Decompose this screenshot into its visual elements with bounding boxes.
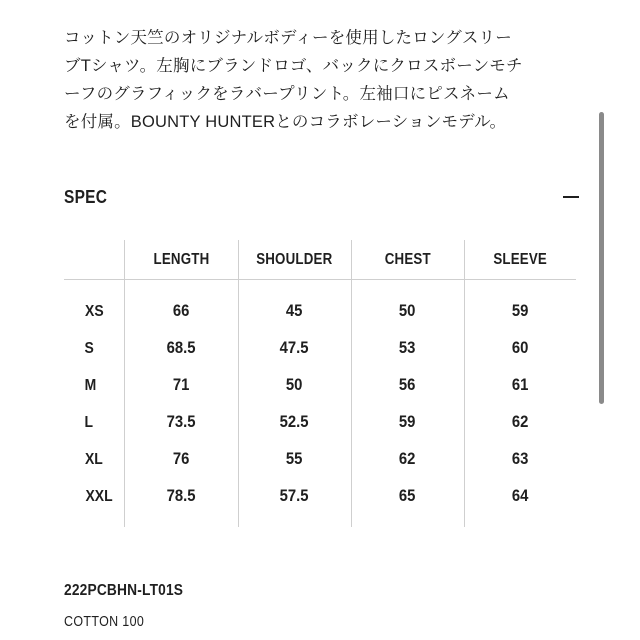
table-row <box>64 441 576 478</box>
column-header-length: LENGTH <box>124 240 238 280</box>
minus-icon[interactable] <box>563 196 579 198</box>
column-header-shoulder: SHOULDER <box>238 240 351 280</box>
product-description: コットン天竺のオリジナルボディーを使用したロングスリー ブTシャツ。左胸にブランドロゴ、バックにクロスボーンモチ ーフのグラフィックをラバープリント。左袖口にピスネーム を付属。BOUNTY HUNTERとのコラボレーションモデル。 <box>64 29 523 131</box>
chest-cell: 56 <box>351 367 464 404</box>
spec-section-header[interactable] <box>64 182 579 212</box>
size-label: L <box>84 413 93 431</box>
length-cell: 66 <box>124 280 238 331</box>
column-header-chest: CHEST <box>351 240 464 280</box>
collapse-spec-button[interactable] <box>557 184 585 210</box>
sleeve-cell: 64 <box>464 478 576 527</box>
chest-cell: 53 <box>351 330 464 367</box>
spec-title: SPEC <box>64 187 108 207</box>
sleeve-cell: 61 <box>464 367 576 404</box>
table-header-row <box>64 240 576 280</box>
shoulder-cell: 50 <box>238 367 351 404</box>
shoulder-cell: 52.5 <box>238 404 351 441</box>
size-label: XL <box>84 450 103 468</box>
table-row <box>64 404 576 441</box>
material-text: COTTON 100 <box>64 614 145 630</box>
size-spec-table <box>64 240 576 527</box>
size-label: XS <box>85 302 104 320</box>
table-row <box>64 478 576 527</box>
shoulder-cell: 57.5 <box>238 478 351 527</box>
product-code: 222PCBHN-LT01S <box>64 582 184 599</box>
size-label: S <box>84 339 94 357</box>
sleeve-cell: 63 <box>464 441 576 478</box>
chest-cell: 65 <box>351 478 464 527</box>
length-cell: 68.5 <box>124 330 238 367</box>
sleeve-cell: 59 <box>464 280 576 331</box>
chest-cell: 59 <box>351 404 464 441</box>
shoulder-cell: 45 <box>238 280 351 331</box>
chest-cell: 62 <box>351 441 464 478</box>
length-cell: 78.5 <box>124 478 238 527</box>
length-cell: 71 <box>124 367 238 404</box>
shoulder-cell: 55 <box>238 441 351 478</box>
sleeve-cell: 60 <box>464 330 576 367</box>
table-row <box>64 330 576 367</box>
size-label: M <box>84 376 97 394</box>
table-row <box>64 367 576 404</box>
sleeve-cell: 62 <box>464 404 576 441</box>
scrollbar-thumb[interactable] <box>599 112 604 404</box>
table-row <box>64 280 576 331</box>
chest-cell: 50 <box>351 280 464 331</box>
length-cell: 76 <box>124 441 238 478</box>
column-header-sleeve: SLEEVE <box>464 240 576 280</box>
length-cell: 73.5 <box>124 404 238 441</box>
size-label: XXL <box>85 487 113 505</box>
column-header-size <box>64 240 124 280</box>
shoulder-cell: 47.5 <box>238 330 351 367</box>
scrollbar[interactable] <box>599 0 607 640</box>
